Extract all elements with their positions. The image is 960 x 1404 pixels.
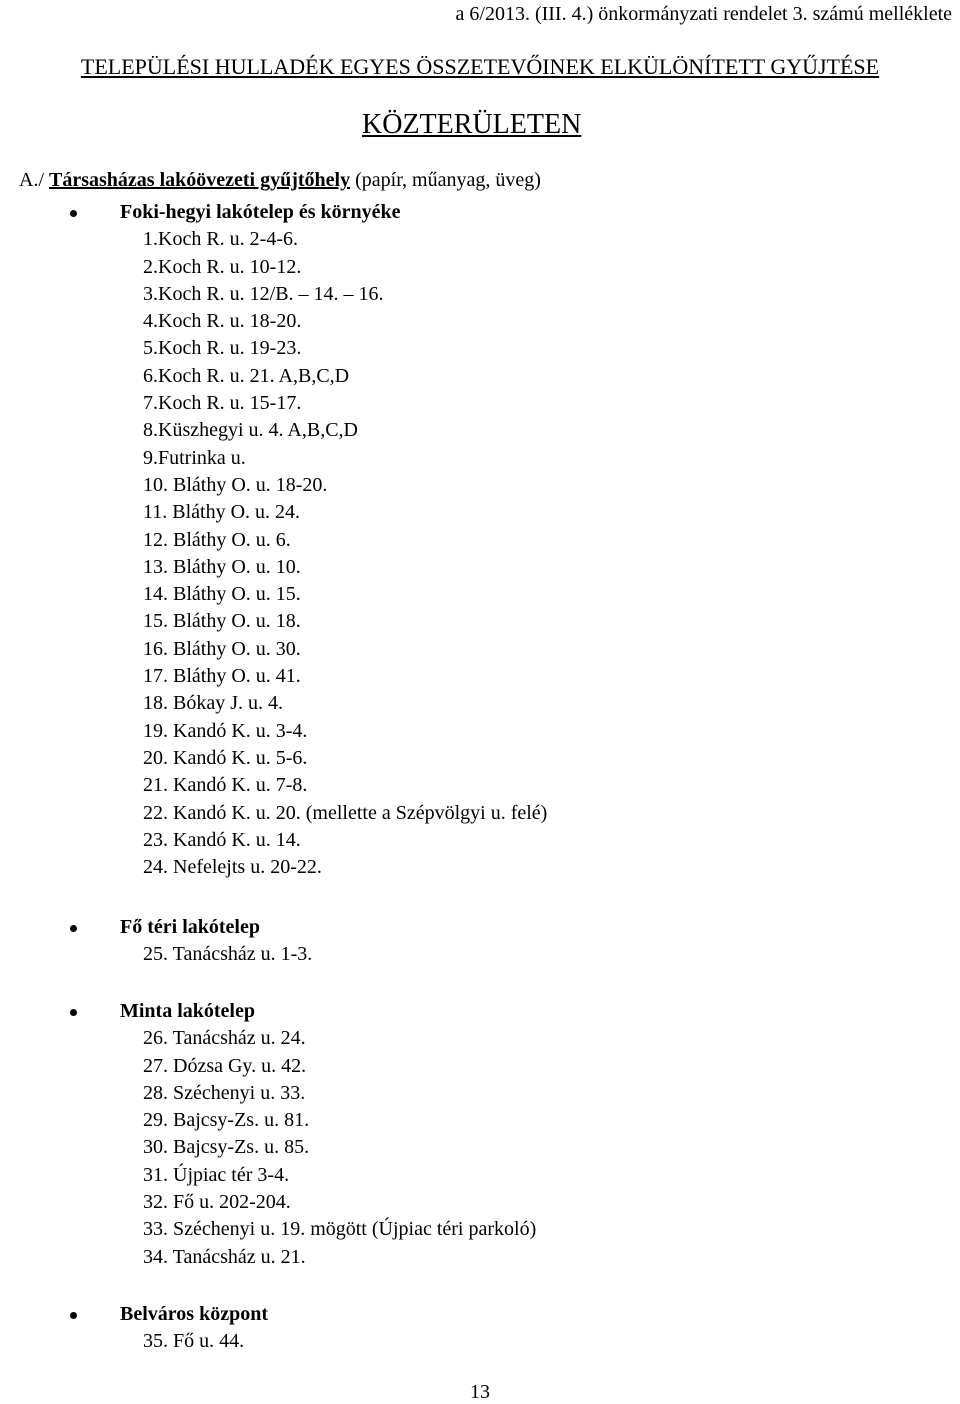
list-item: 17. Bláthy O. u. 41. [143, 665, 301, 688]
section-note: (papír, műanyag, üveg) [350, 169, 541, 191]
list-item: 19. Kandó K. u. 3-4. [143, 719, 308, 742]
list-item: 6.Koch R. u. 21. A,B,C,D [143, 364, 350, 387]
address-list [0, 1025, 960, 1271]
list-item: 32. Fő u. 202-204. [143, 1191, 291, 1214]
page-number: 13 [470, 1381, 490, 1403]
list-item: 18. Bókay J. u. 4. [143, 692, 283, 715]
list-item: 23. Kandó K. u. 14. [143, 828, 301, 851]
list-item: 4.Koch R. u. 18-20. [143, 310, 302, 333]
list-item: 16. Bláthy O. u. 30. [143, 637, 301, 660]
section-prefix: A./ [19, 169, 49, 191]
list-item: 3.Koch R. u. 12/B. – 14. – 16. [143, 282, 384, 305]
list-item: 22. Kandó K. u. 20. (mellette a Szépvölgyi u. felé) [143, 801, 548, 824]
group-fo-teri [0, 914, 960, 969]
bullet-icon [70, 1312, 77, 1319]
list-item: 31. Újpiac tér 3-4. [143, 1163, 290, 1186]
list-item: 29. Bajcsy-Zs. u. 81. [143, 1109, 310, 1132]
group-minta [0, 998, 960, 1271]
list-item: 14. Bláthy O. u. 15. [143, 583, 301, 606]
list-item: 13. Bláthy O. u. 10. [143, 555, 301, 578]
list-item: 2.Koch R. u. 10-12. [143, 255, 302, 278]
group-title: Belváros központ [120, 1303, 268, 1325]
list-item: 15. Bláthy O. u. 18. [143, 610, 301, 633]
list-item: 34. Tanácsház u. 21. [143, 1245, 306, 1268]
list-item: 30. Bajcsy-Zs. u. 85. [143, 1136, 310, 1159]
list-item: 24. Nefelejts u. 20-22. [143, 856, 322, 879]
list-item: 7.Koch R. u. 15-17. [143, 392, 302, 415]
section-title: Társasházas lakóövezeti gyűjtőhely [49, 169, 351, 191]
list-item: 10. Bláthy O. u. 18-20. [143, 473, 328, 496]
group-title: Minta lakótelep [120, 1000, 255, 1022]
section-heading [19, 167, 541, 194]
list-item: 11. Bláthy O. u. 24. [143, 501, 301, 524]
bullet-icon [70, 925, 77, 932]
bullet-icon [70, 1009, 77, 1016]
group-title: Fő téri lakótelep [120, 916, 260, 938]
address-list [0, 226, 960, 881]
group-belvaros [0, 1301, 960, 1356]
bullet-icon [70, 210, 77, 217]
group-title-row [0, 199, 960, 226]
list-item: 28. Széchenyi u. 33. [143, 1081, 306, 1104]
list-item: 20. Kandó K. u. 5-6. [143, 746, 308, 769]
group-title: Foki-hegyi lakótelep és környéke [120, 201, 401, 223]
list-item: 12. Bláthy O. u. 6. [143, 528, 291, 551]
list-item: 27. Dózsa Gy. u. 42. [143, 1054, 307, 1077]
list-item: 25. Tanácsház u. 1-3. [143, 943, 313, 966]
list-item: 9.Futrinka u. [143, 446, 246, 469]
group-foki-hegyi [0, 199, 960, 881]
annex-reference: a 6/2013. (III. 4.) önkormányzati rendelet 3. számú melléklete [455, 3, 952, 25]
group-title-row [0, 998, 960, 1025]
address-list [0, 941, 960, 968]
list-item: 5.Koch R. u. 19-23. [143, 337, 302, 360]
list-item: 1.Koch R. u. 2-4-6. [143, 228, 298, 251]
list-item: 8.Küszhegyi u. 4. A,B,C,D [143, 419, 358, 442]
list-item: 26. Tanácsház u. 24. [143, 1027, 306, 1050]
list-item: 35. Fő u. 44. [143, 1330, 245, 1353]
document-title: TELEPÜLÉSI HULLADÉK EGYES ÖSSZETEVŐINEK ELKÜLÖNÍTETT GYŰJTÉSE [80, 54, 880, 79]
group-title-row [0, 914, 960, 941]
list-item: 21. Kandó K. u. 7-8. [143, 774, 308, 797]
list-item: 33. Széchenyi u. 19. mögött (Újpiac téri parkoló) [143, 1218, 537, 1241]
document-subtitle: KÖZTERÜLETEN [362, 109, 582, 140]
address-list [0, 1328, 960, 1355]
group-title-row [0, 1301, 960, 1328]
